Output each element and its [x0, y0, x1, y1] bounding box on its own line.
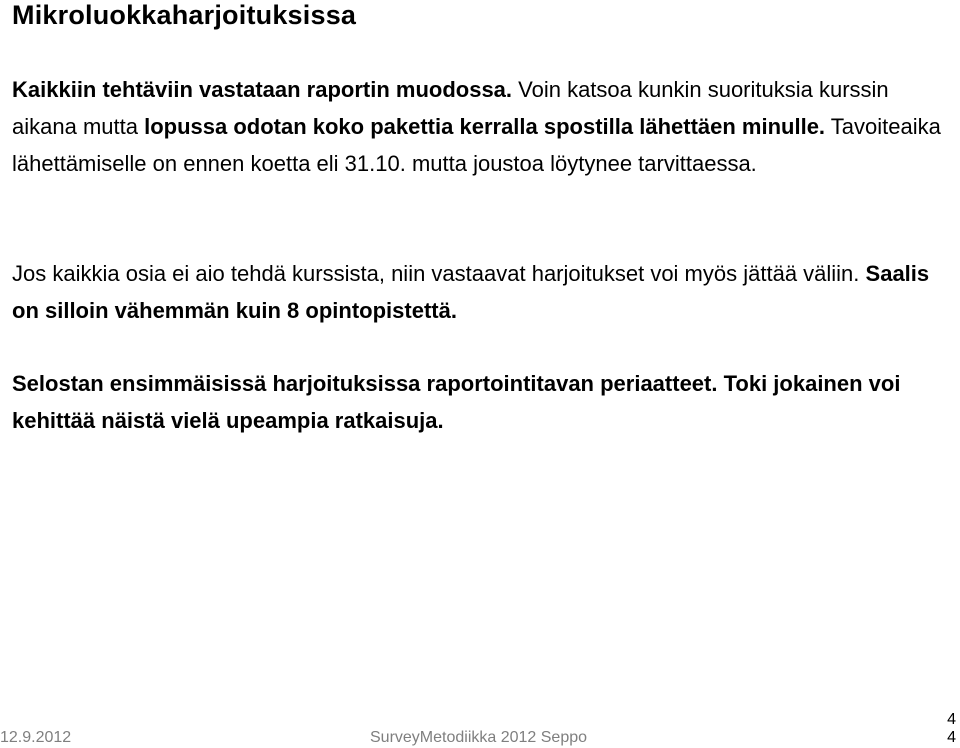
paragraph1-bold-deadline: lopussa odotan koko pakettia kerralla spostilla lähettäen minulle.	[144, 114, 826, 139]
paragraph-optional-parts	[12, 255, 942, 329]
slide-title: Mikroluokkaharjoituksissa	[12, 0, 357, 30]
paragraph1-text-2: Tavoiteaika lähettämiselle on ennen koetta eli 31.10. mutta joustoa löytynee tarvittaessa.	[12, 114, 941, 176]
paragraph-reporting-principles	[12, 365, 942, 439]
paragraph2-bold-credits: Saalis on silloin vähemmän kuin 8 opintopistettä.	[12, 261, 930, 323]
paragraph-submission-instructions	[12, 71, 942, 182]
paragraph2-text: Jos kaikkia osia ei aio tehdä kurssista, niin vastaavat harjoitukset voi myös jättää väliin.	[12, 261, 866, 286]
paragraph1-text-1: Voin katsoa kunkin suorituksia kurssin aikana mutta	[12, 77, 889, 139]
paragraph1-bold-intro: Kaikkiin tehtäviin vastataan raportin muodossa.	[12, 77, 513, 102]
footer-date: 12.9.2012	[0, 729, 72, 746]
page-number-bottom: 4	[947, 729, 956, 746]
page-number-top: 4	[947, 711, 956, 728]
footer-course-author: SurveyMetodiikka 2012 Seppo	[370, 729, 588, 746]
paragraph3-bold-text: Selostan ensimmäisissä harjoituksissa raportointitavan periaatteet. Toki jokainen voi kehittää näistä vielä upeampia ratkaisuja.	[12, 371, 901, 433]
